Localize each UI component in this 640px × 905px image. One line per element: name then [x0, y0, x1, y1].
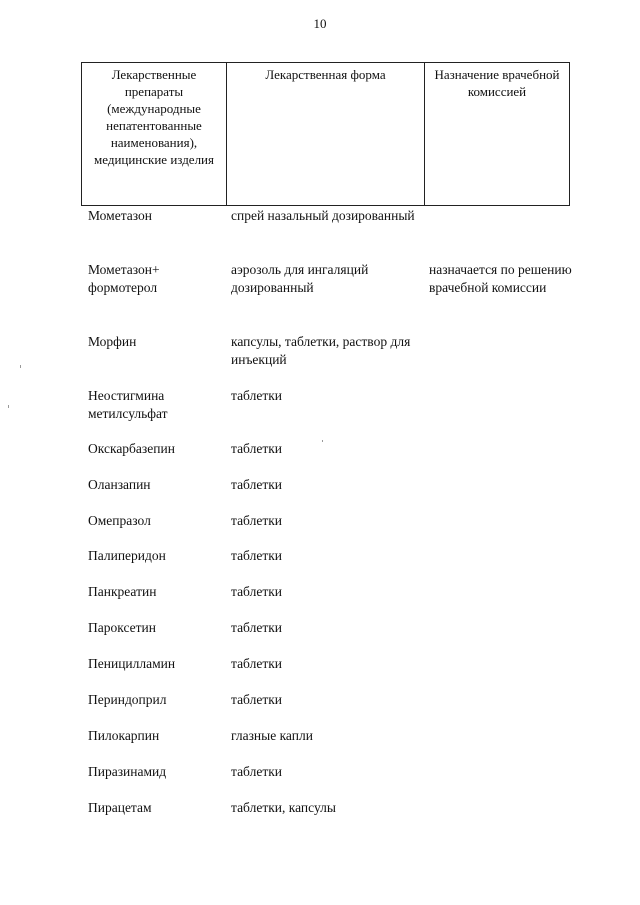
dosage-form: таблетки	[231, 620, 283, 635]
drug-name: Омепразол	[88, 513, 151, 528]
drug-name: Оланзапин	[88, 477, 151, 492]
header-commission: Назначение врачебной комиссией	[434, 67, 560, 99]
dosage-form: таблетки	[231, 477, 283, 492]
scan-speck	[8, 405, 9, 408]
header-dosage-form: Лекарственная форма	[227, 63, 425, 205]
drug-name: Мометазон+ формотерол	[88, 262, 160, 295]
dosage-form: таблетки	[231, 548, 283, 563]
dosage-form: таблетки	[231, 692, 283, 707]
drug-name: Морфин	[88, 334, 137, 349]
header-medications: Лекарственные препараты (международные непатентованные наименования), медицинские изделия	[82, 63, 227, 205]
drug-name: Пирацетам	[88, 800, 152, 815]
dosage-form: таблетки	[231, 513, 283, 528]
dosage-form: таблетки	[231, 584, 283, 599]
dosage-form: спрей назальный дозированный	[231, 208, 415, 223]
dosage-form: таблетки	[231, 764, 283, 779]
scan-speck	[20, 365, 21, 368]
drug-name: Пароксетин	[88, 620, 156, 635]
commission-note: назначается по решению врачебной комиссии	[429, 262, 572, 295]
scan-speck	[322, 440, 323, 442]
drug-name: Мометазон	[88, 208, 152, 223]
dosage-form: таблетки	[231, 388, 283, 403]
drug-name: Палиперидон	[88, 548, 166, 563]
dosage-form: таблетки, капсулы	[231, 800, 336, 815]
drug-name: Периндоприл	[88, 692, 167, 707]
table-header	[81, 62, 570, 206]
drug-name: Пилокарпин	[88, 728, 160, 743]
drug-name: Панкреатин	[88, 584, 157, 599]
dosage-form: таблетки	[231, 441, 283, 456]
dosage-form: аэрозоль для ингаляций дозированный	[231, 262, 369, 295]
drug-name: Пеницилламин	[88, 656, 176, 671]
drug-name: Пиразинамид	[88, 764, 167, 779]
dosage-form: капсулы, таблетки, раствор для инъекций	[231, 334, 411, 367]
dosage-form: глазные капли	[231, 728, 313, 743]
page-number: 10	[313, 16, 327, 31]
dosage-form: таблетки	[231, 656, 283, 671]
drug-name: Окскарбазепин	[88, 441, 175, 456]
drug-name: Неостигмина метилсульфат	[88, 388, 168, 421]
